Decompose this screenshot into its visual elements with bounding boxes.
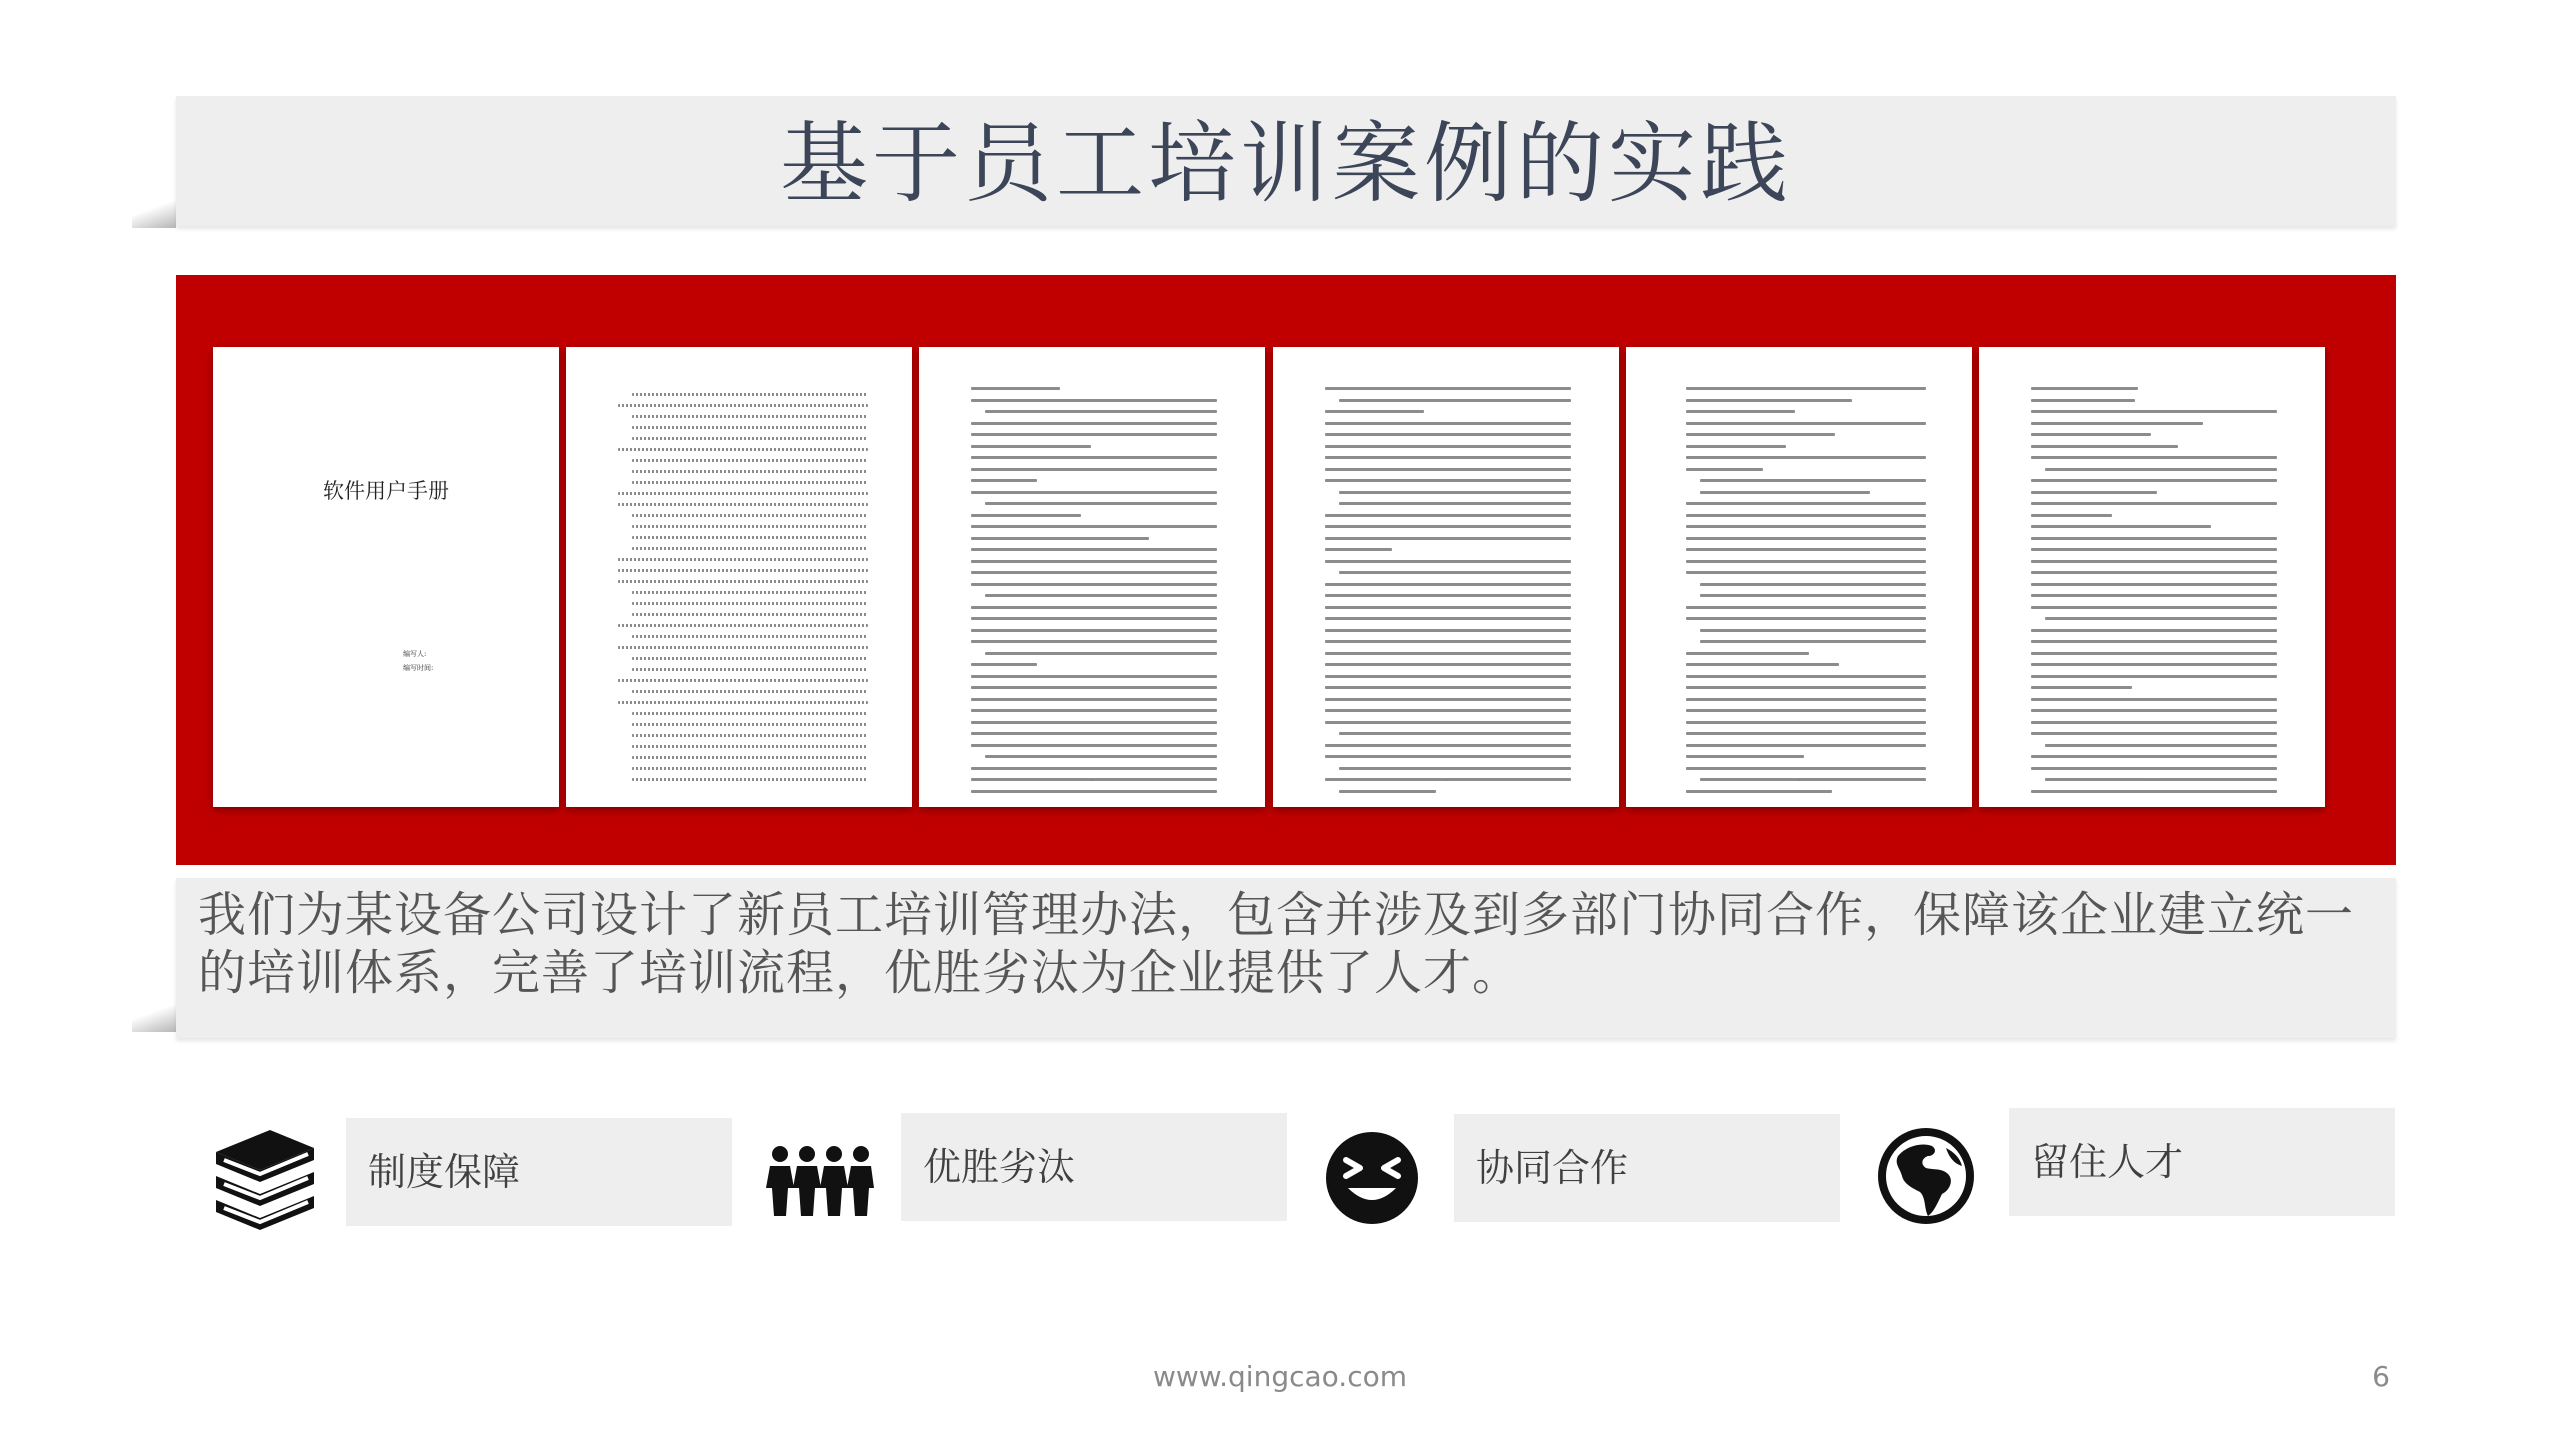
text-line [632,459,868,462]
text-line [1339,571,1571,574]
text-line [618,580,868,583]
text-line [1325,548,1392,551]
text-line [971,537,1149,540]
text-line [2031,709,2277,712]
text-line [2031,445,2178,448]
text-line [2031,594,2277,597]
text-line [2031,422,2203,425]
text-line [1325,594,1571,597]
text-line [971,606,1217,609]
text-line [1686,456,1926,459]
text-line [632,668,868,671]
text-line [632,393,868,396]
text-line [2031,410,2277,413]
text-line [971,571,1217,574]
text-line [1325,422,1571,425]
text-line [2031,456,2277,459]
text-line [618,448,868,451]
text-line [632,437,868,440]
footer-url[interactable]: www.qingcao.com [1153,1360,1407,1393]
text-line [971,629,1217,632]
text-line [632,536,868,539]
text-line [1686,606,1926,609]
text-line [1325,652,1571,655]
text-line [1700,583,1926,586]
text-line [1325,514,1571,517]
document-page-cover[interactable] [213,347,559,807]
text-line [2031,732,2277,735]
document-page-toc[interactable] [566,347,912,807]
text-line [618,492,868,495]
text-line [971,548,1217,551]
text-line [1686,387,1926,390]
text-line [2045,744,2277,747]
text-line [2031,606,2277,609]
text-line [1325,456,1571,459]
globe-icon [1876,1126,1986,1236]
text-line [1686,732,1926,735]
text-line [1686,663,1839,666]
text-line [1325,698,1571,701]
text-line [618,646,868,649]
text-line [971,732,1217,735]
document-page-text[interactable] [1273,347,1619,807]
text-line [1700,491,1870,494]
feature-label: 协同合作 [1476,1146,1629,1190]
text-line [971,491,1217,494]
text-line [971,709,1217,712]
text-line [985,755,1217,758]
text-line [1325,709,1571,712]
text-line [971,468,1217,471]
text-line [971,583,1217,586]
feature-card-4 [2009,1108,2395,1216]
text-line [1325,387,1571,390]
text-line [1339,502,1571,505]
slide-title: 基于员工培训案例的实践 [779,112,1792,215]
text-line [618,679,868,682]
text-line [1325,445,1571,448]
text-line [971,790,1217,793]
text-line [2031,583,2277,586]
text-line [2031,387,2138,390]
text-line [632,547,868,550]
text-line [632,481,868,484]
books-icon [210,1122,320,1232]
text-line [1700,479,1926,482]
text-line [1686,410,1795,413]
text-line [1686,571,1926,574]
text-line [2031,686,2132,689]
feature-label: 优胜劣汰 [923,1145,1076,1189]
text-line [971,767,1217,770]
text-line [2031,652,2277,655]
text-line [1325,686,1571,689]
text-line [971,525,1217,528]
text-line [1339,491,1571,494]
feature-label: 制度保障 [368,1150,521,1194]
text-line [985,594,1217,597]
text-line [985,502,1217,505]
text-line [2031,755,2277,758]
text-line [971,422,1217,425]
text-line [1686,399,1852,402]
text-line [1686,744,1926,747]
text-line [971,721,1217,724]
text-line [1686,790,1832,793]
ribbon-fold [132,1000,176,1032]
text-line [1686,652,1809,655]
text-line [971,640,1217,643]
document-gallery [176,275,2396,865]
text-line [1686,445,1786,448]
description-text: 我们为某设备公司设计了新员工培训管理办法，包含并涉及到多部门协同合作，保障该企业建立统一的培训体系，完善了培训流程，优胜劣汰为企业提供了人才。 [198,887,2355,1001]
text-line [1325,468,1571,471]
text-line [1686,537,1926,540]
text-line [1339,732,1571,735]
text-line [632,756,868,759]
text-line [971,686,1217,689]
text-line [618,624,868,627]
text-line [971,399,1217,402]
text-line [1339,790,1436,793]
text-line [1686,468,1763,471]
text-line [1686,686,1926,689]
document-page-text[interactable] [919,347,1265,807]
text-line [1700,640,1926,643]
text-line [1325,433,1571,436]
text-line [632,591,868,594]
text-line [985,652,1217,655]
text-line [632,767,868,770]
text-line [2031,721,2277,724]
text-line [1686,514,1926,517]
text-line [1686,560,1926,563]
text-line [971,514,1081,517]
text-line [1686,767,1926,770]
text-line [1325,583,1571,586]
text-line [2031,663,2277,666]
page-footer-mark: · [1091,778,1093,785]
text-line [971,617,1217,620]
text-line [2031,571,2277,574]
text-line [2031,514,2112,517]
text-line [1700,594,1926,597]
text-line [971,744,1217,747]
page-footer-mark: · [1798,778,1800,785]
text-line [632,514,868,517]
text-line [632,723,868,726]
text-line [1325,755,1571,758]
page-number: 6 [2372,1360,2390,1393]
description-band [176,878,2396,1038]
text-line [1700,629,1926,632]
text-line [2031,433,2151,436]
text-line [1325,629,1571,632]
text-line [971,675,1217,678]
text-line [1686,675,1926,678]
text-line [971,479,1037,482]
text-line [2031,525,2211,528]
text-line [632,525,868,528]
text-line [971,456,1217,459]
text-line [632,657,868,660]
text-line [971,387,1060,390]
text-line [2031,502,2277,505]
text-line [2031,399,2135,402]
text-line [1325,721,1571,724]
text-line [632,426,868,429]
text-line [1686,525,1926,528]
text-line [2031,629,2277,632]
feature-card-1 [346,1118,732,1226]
text-line [1339,399,1571,402]
text-line [2031,537,2277,540]
text-line [1325,640,1571,643]
text-line [985,410,1217,413]
text-line [2031,790,2277,793]
cover-author: 编写人: [403,650,427,658]
text-line [2031,698,2277,701]
cover-meta [403,647,433,675]
text-line [618,569,868,572]
text-line [1339,767,1571,770]
text-line [1686,548,1926,551]
text-line [1325,525,1571,528]
text-line [1325,410,1424,413]
text-line [1325,744,1571,747]
cover-date: 编写时间: [403,664,434,672]
text-line [1686,698,1926,701]
feature-label: 留住人才 [2031,1140,2184,1184]
text-line [2031,560,2277,563]
text-line [2031,767,2277,770]
text-line [1686,433,1835,436]
text-line [2031,675,2277,678]
text-line [1686,755,1804,758]
text-line [1325,606,1571,609]
page-footer-mark: · [2151,778,2153,785]
text-line [971,663,1037,666]
text-line [632,415,868,418]
text-line [618,503,868,506]
text-line [971,433,1217,436]
text-line [1325,479,1571,482]
feature-card-3 [1454,1114,1840,1222]
text-line [1325,675,1571,678]
text-line [2045,617,2277,620]
text-line [1325,537,1571,540]
text-line [618,404,868,407]
text-line [971,445,1091,448]
text-line [971,698,1217,701]
text-line [618,701,868,704]
text-line [632,635,868,638]
feature-card-2 [901,1113,1287,1221]
text-line [971,560,1217,563]
text-line [632,712,868,715]
text-line [632,613,868,616]
title-band [176,96,2396,226]
text-line [1686,422,1926,425]
text-line [2031,548,2277,551]
text-line [2045,468,2277,471]
emoji-face-icon [1322,1128,1432,1238]
text-line [1325,560,1571,563]
document-page-text[interactable] [1979,347,2325,807]
page-footer-mark: · [1445,778,1447,785]
text-line [632,602,868,605]
text-line [632,745,868,748]
text-line [1686,502,1926,505]
text-line [2031,479,2277,482]
text-line [1686,709,1926,712]
people-icon [766,1122,876,1232]
text-line [632,690,868,693]
document-page-text[interactable] [1626,347,1972,807]
text-line [632,470,868,473]
text-line [632,734,868,737]
page-footer-mark: · [738,778,740,785]
text-line [618,558,868,561]
ribbon-fold [132,196,176,228]
text-line [2031,640,2277,643]
text-line [1325,663,1571,666]
text-line [2031,491,2157,494]
cover-title: 软件用户手册 [323,479,449,503]
text-line [1686,721,1926,724]
text-line [1686,617,1926,620]
text-line [1325,617,1571,620]
